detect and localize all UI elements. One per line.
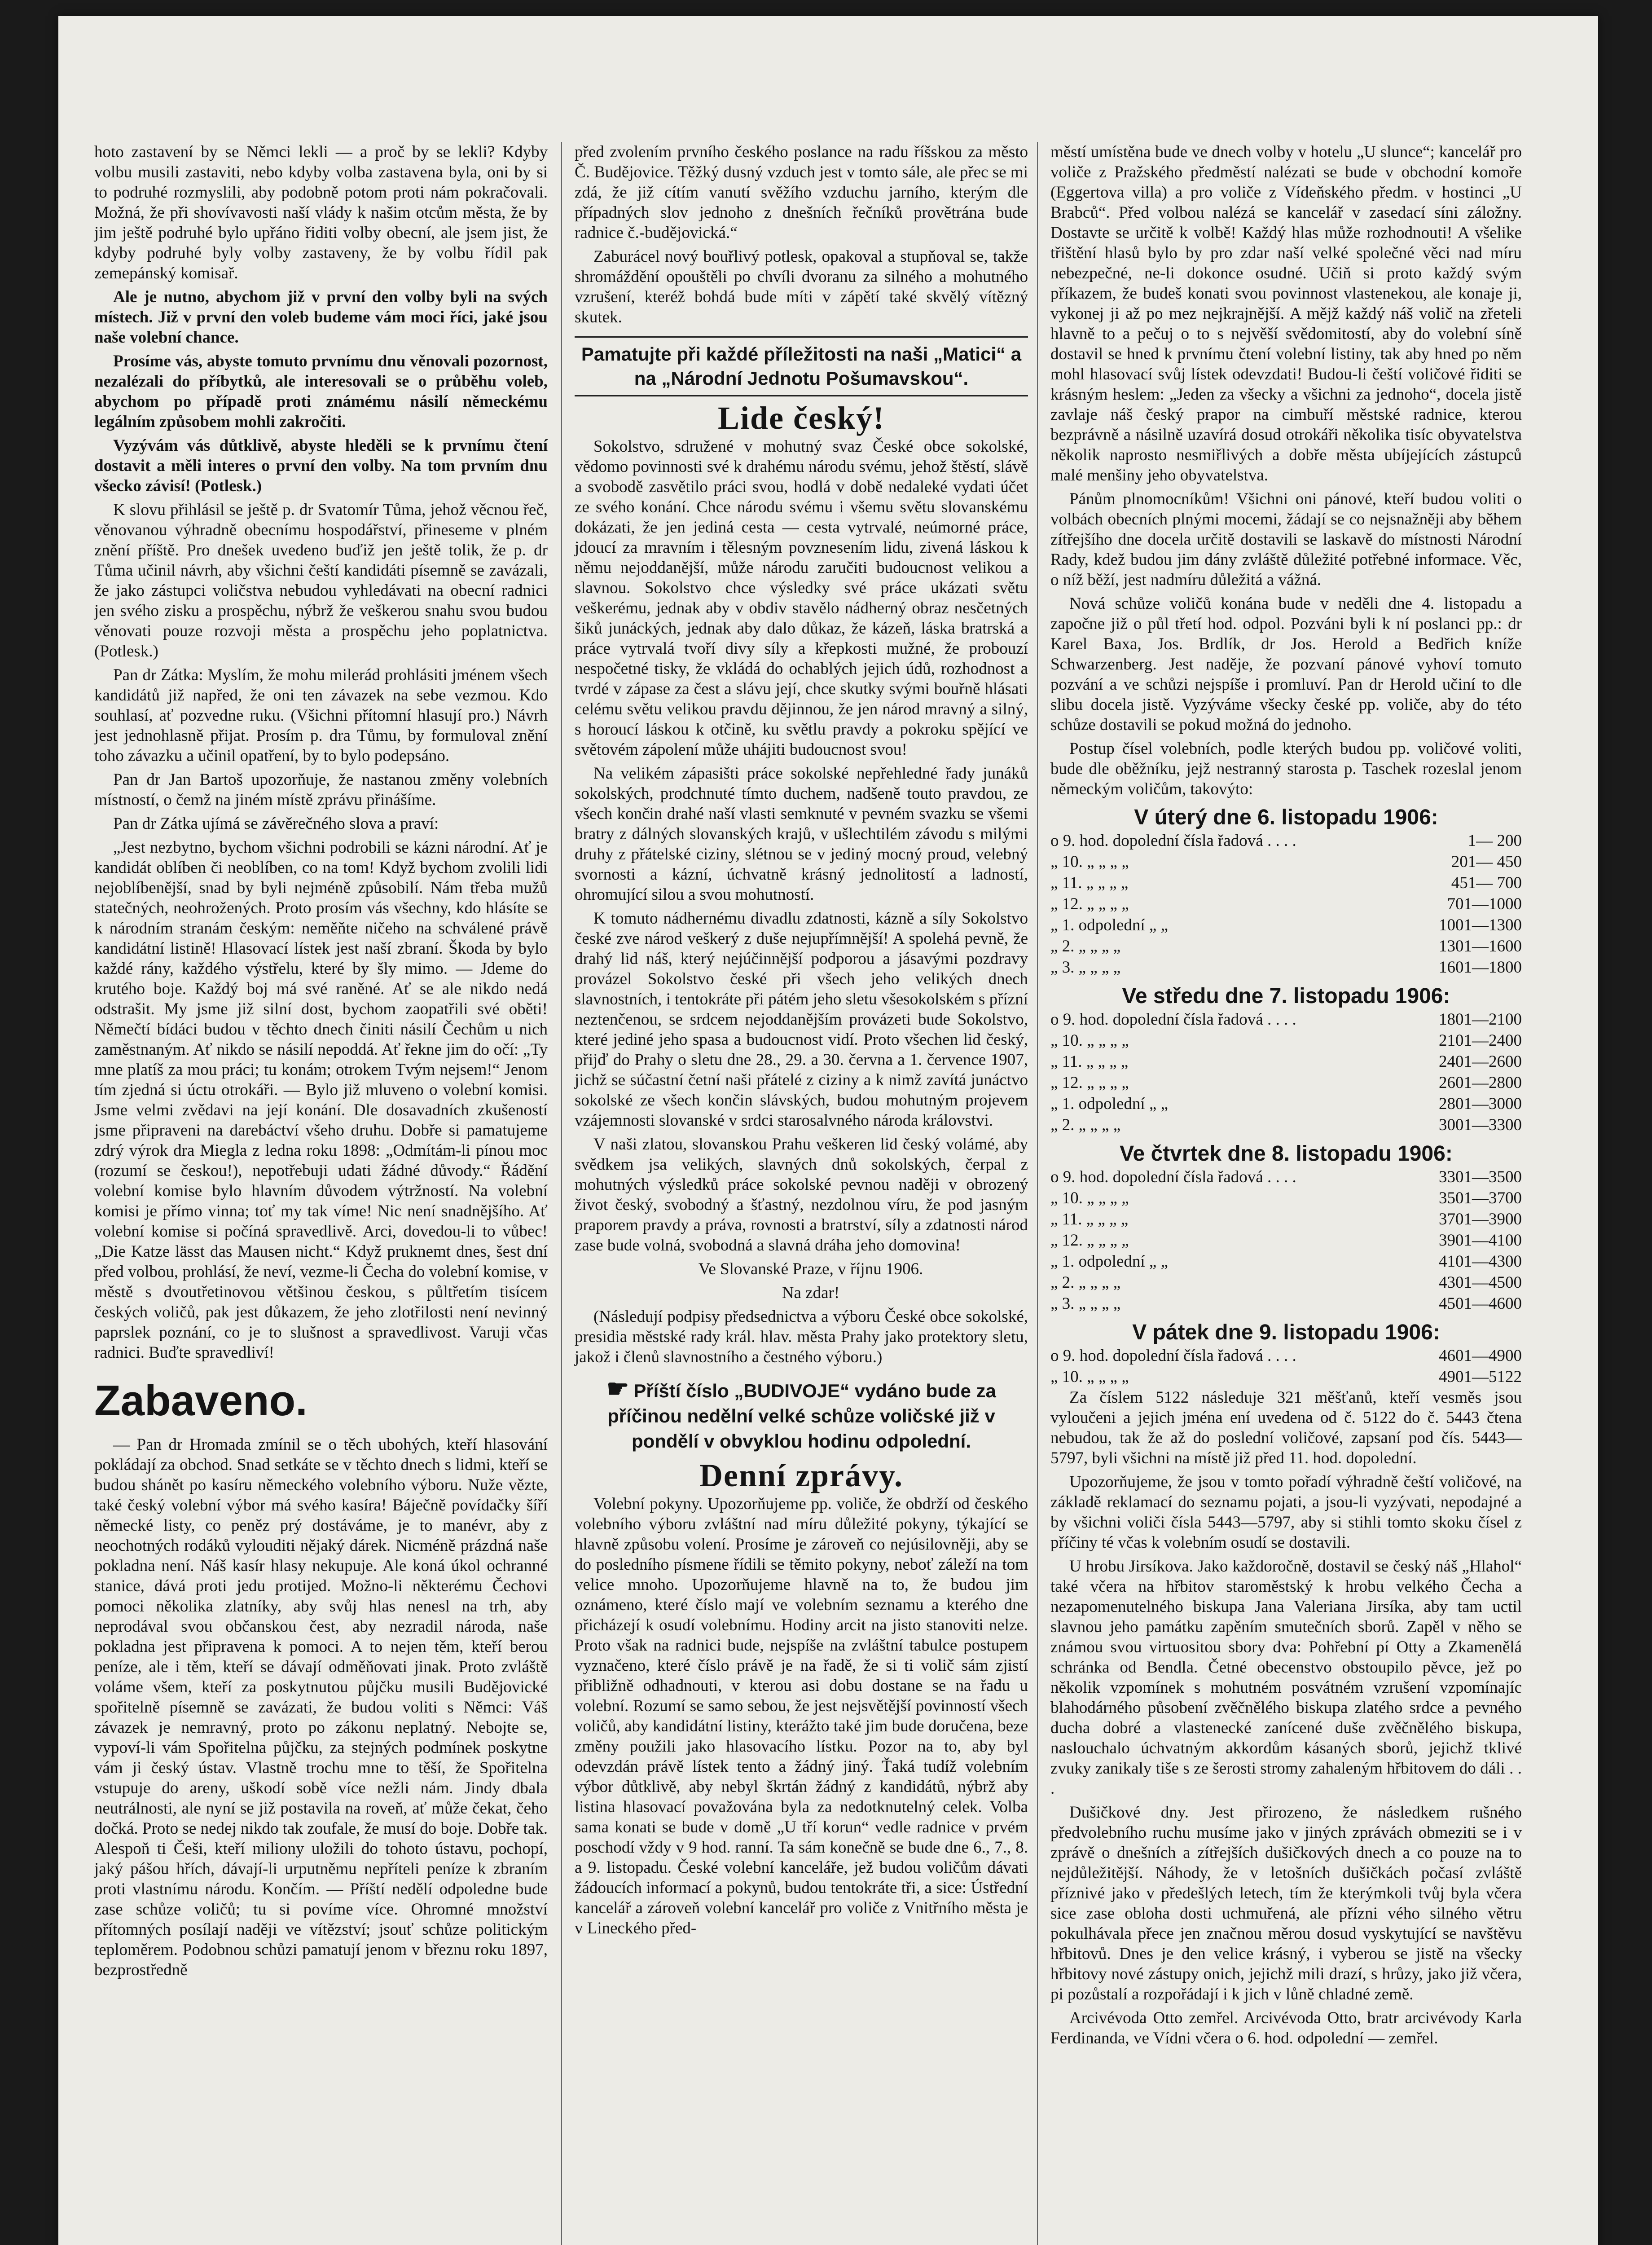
schedule-numbers: 1001—1300 (1439, 916, 1522, 934)
paragraph: Sokolstvo, sdružené v mohutný svaz České obce sokolské, vědomo povinnosti své k drahému národu svému, jehož štěstí, slávě a svobodě zasvětilo práci svou, hodlá v době nedaleké vydati účet ze svého konání. Chce národu svému i všemu světu slovanskému dokázati, že jen jediná cesta — cesta vytrvalé, neúmorné práce, jdoucí za mravním i tělesným povznesením lidu, zivená láskou k němu nejoddanější, může národu zaručiti budoucnost velikou a slavnou. Sokolstvo chce výsledky své práce ukázati světu veškerému, jednak aby v obdiv stavělo nádherný obraz nesčetných šiků junáckých, jednak aby dalo důkaz, že kázeň, láska bratrská a práce vytrvalá tvoří divy síly a křepkosti mužné, že probouzí nespočetné tisky, že vkládá do ochablých jejich údů, rozhodnost a tvrdé v zápase za čest a slávu její, chce skutky svými bouřně hlásati celému světu velikou pravdu dějinnou, že jen národ mravný a silný, s horoucí láskou k otčině, ku světlu pravdy a pokroku spějící ve světovém zápolení může uhájiti budoucnost svou! (575, 437, 1028, 759)
schedule-row (1050, 1009, 1522, 1030)
paragraph: K slovu přihlásil se ještě p. dr Svatomír Tůma, jehož věcnou řeč, věnovanou výhradně obecnímu hospodářství, přineseme v plném znění příště. Pro dnešek uvedeno buďiž jen ještě tolik, že p. dr Tůma učinil návrh, aby všichni čeští kandidáti písemně se zavázali, že jako zástupci voličstva nebudou vyhledávati na obecní radnici jen svého zisku a prospěchu, nýbrž že veškerou snahu svou budou věnovati pouze rozvoji města a prospěchu jeho poplatnictva. (Potlesk.) (94, 501, 548, 660)
schedule-row (1050, 1030, 1522, 1051)
schedule-time: „ 11. „ „ „ „ (1050, 1210, 1129, 1228)
schedule-numbers: 4601—4900 (1439, 1347, 1522, 1365)
paragraph: „Jest nezbytno, bychom všichni podrobili se kázni národní. Ať je kandidát oblíben či neoblíben, co na tom! Když bychom zvolili lidi nejoblíbenější, snad by byli nejméně způsobilí. Nám třeba mužů statečných, neohrožených. Proto prosím vás všechny, kdo hlásíte se k národním stranám českým: neměňte ničeho na schválené právě kandidátní listině! Hlasovací lístek jest naší zbraní. Škoda by bylo každé rány, každého výstřelu, které by šly mimo. — Jdeme do krutého boje. Každý boj má své raněné. Ať se ale nikdo nedá odstrašit. My jsme již silní dost, bychom zaopatřili své oběti! Němečtí bídáci budou v těchto dnech činiti násilí Čechům u nich zaměstnaným. Ať nikdo se násilí nepoddá. Ať řekne jim do očí: „Ty mne platíš za mou práci; tu konám; otrokem Tvým nejsem!“ Jenom tím zjedná si úctu otrokáři. — Bylo již mluveno o volební komisi. Jsme velmi zvědavi na její konání. Dle dosavadních zkušeností jsme připraveni na darebáctví všeho druhu. Dobře si pamatujeme zdrý výrok dra Miegla z ledna roku 1898: „Odmítám-li pínou moc (rozumí se českou!), nepotřebuji udati žádné důvody.“ Řádění volební komise bylo hlavním důvodem výtržností. Na volební komisi je přímo vinna; toť my tak víme! Nic není snadnějšího. Ať volební komise si počíná spravedlivě. Arci, dovedou-li to vůbec! „Die Katze lässt das Mausen nicht.“ Když pruknemt dnes, šest dní před volbou, prohlásí, že neví, vezme-li Čecha do volební komise, v městě s dvoutřetinovou většinou českou, s půltřetím tisícem českých voličů, pak jest důkazem, že jeho zlotřilosti není nevinný paprslek poznání, co je to slušnost a spravedlivost. Varuji včas radnici. Buďte spravedliví! (94, 838, 548, 1362)
schedule-numbers: 3301—3500 (1439, 1168, 1522, 1186)
section-heading-denni-zpravy: Denní zprávy. (699, 1457, 904, 1493)
schedule-numbers: 201— 450 (1451, 853, 1522, 871)
newspaper-page (58, 16, 1598, 2245)
schedule-time: „ 2. „ „ „ „ (1050, 1273, 1121, 1292)
schedule-time: „ 1. odpolední „ „ (1050, 916, 1168, 934)
paragraph: Volební pokyny. Upozorňujeme pp. voliče, že obdrží od českého volebního výboru zvláštní nad míru důležité pokyny, týkající se hlavně způsobu volení. Prosíme je zároveň co nejúsilovněji, aby se do posledního písmene řídili se těmito pokyny, neboť záleží na tom velice mnoho. Upozorňujeme hlavně na to, že budou jim oznámeno, které číslo mají ve volebním seznamu a kterého dne přicházejí k osudí volebnímu. Hodiny arcit na jisto stanoviti nelze. Proto však na radnici bude, nejspíše na zvláštní tabulce postupem vyznačeno, které číslo právě je na řadě, že si ti volič sám zjistí přibližně odhadnouti, v kterou asi dobu dostane se na řadu u volební. Rozumí se samo sebou, že jest nejsvětější povinností všech voličů, aby kandidátní listiny, kterážto také jim bude doručena, beze změny použili jako hlasovacího lístku. Pozor na to, aby byl odevzdán právě lístek tento a žádný jiný. Ťaká tudíž volebním výbor důtklivě, aby nebyl škrtán žádný z kandidátů, nýbrž aby listina hlasovací považována byla za nedotknutelný celek. Volba sama konati se bude v domě „U tří korun“ vedle radnice v prvém poschodí vždy v 9 hod. ranní. Ta sám konečně se bude dne 6., 7., 8. a 9. listopadu. České volební kanceláře, jež budou voličům dávati žádoucích informací a pokynů, budou tentokráte tři, a sice: Ústřední kancelář a zároveň volební kancelář pro voliče z Vnitřního města je v Lineckého před- (575, 1495, 1028, 1937)
paragraph: Zaburácel nový bouřlivý potlesk, opakoval a stupňoval se, takže shromáždění opouštěli po chvíli dvoranu za silného a mohutného vzrušení, kteréž bohdá bude míti v zápětí také skvělý vítězný skutek. (575, 247, 1028, 326)
schedule-row (1050, 915, 1522, 936)
schedule-numbers: 2601—2800 (1439, 1074, 1522, 1092)
paragraph: V naši zlatou, slovanskou Prahu veškeren lid český volámé, aby svědkem jsa velikých, slavných dnů sokolských, čerpal z mohutných výsledků práce sokolské pevnou naději v obrozený život český, svobodný a šťastný, nezdolnou víru, že pod jasným praporem pravdy a práva, rovnosti a bratrství, síly a zdatnosti národ zase bude volná, svobodná a slavná dráha jeho domovina! (575, 1135, 1028, 1255)
schedule-time: o 9. hod. dopolední čísla řadová . . . . (1050, 832, 1296, 850)
paragraph: Pan dr Zátka: Myslím, že mohu milerád prohlásiti jménem všech kandidátů již napřed, že oni ten závazek na sebe vezmou. Kdo souhlasí, ať pozvedne ruku. (Všichni přítomní hlasují pro.) Návrh jest jednohlasně přijat. Prosím p. dra Tůmu, by formuloval znění toho závazku a učinil opatření, by to bylo podepsáno. (94, 666, 548, 765)
schedule-numbers: 4501—4600 (1439, 1294, 1522, 1313)
schedule-time: „ 10. „ „ „ „ (1050, 853, 1129, 871)
paragraph: K tomuto nádhernému divadlu zdatnosti, kázně a síly Sokolstvo české zve národ veškerý z duše nejupřímnější! A spolehá pevně, že drahý lid náš, který nejúčinnější podporou a jásavými pozdravy provázel Sokolstvo české při všech jeho velikých dnech slavnostních, i tentokráte při pátém jeho sletu všesokolském s přízní neztenčenou, se srdcem nejoddanějším provázeti bude Sokolstvo, které jediné jeho spasa a budoucnost vidí. Proto všechen lid český, přijď do Prahy o sletu dne 28., 29. a 30. června a 1. července 1907, jichž se súčastní četní naši přátelé z ciziny a k nimž zavítá junáctvo sokolské ze všech končin slávských, budou mohutným projevem vzájemnosti slovanské v srdci starosalvného národa královstvi. (575, 909, 1028, 1130)
schedule-numbers: 2101—2400 (1439, 1031, 1522, 1050)
schedule-day-heading: Ve středu dne 7. listopadu 1906: (1122, 984, 1450, 1008)
paragraph: Upozorňujeme, že jsou v tomto pořadí výhradně čeští voličové, na základě reklamací do seznamu pojati, a jsou-li vyzývati, nepodajné a by všichni voliči čísla 5443—5797, aby si stihli tomto skoku čísel z příčiny té včas k volebním osudí se dostavili. (1050, 1473, 1522, 1552)
section-heading-zabaveno: Zabaveno. (94, 1377, 308, 1425)
paragraph: Nová schůze voličů konána bude v neděli dne 4. listopadu a započne již o půl třetí hod. odpol. Pozváni byli k ní poslanci pp.: dr Karel Baxa, Jos. Brdlík, dr Jos. Herold a Bedřich kníže Schwarzenberg. Jest naděje, že pozvaní pánové vyhoví tomuto pozvání a ve schůzi nejspíše i promluví. Pan dr Herold učiní to dle slibu docela jistě. Vyzýváme všecky české pp. voliče, aby do této schůze dostavili se pokud možná do jednoho. (1050, 594, 1522, 734)
schedule-row (1050, 1167, 1522, 1188)
schedule-numbers: 4101—4300 (1439, 1252, 1522, 1271)
paragraph: Dušičkové dny. Jest přirozeno, že následkem rušného předvolebního ruchu musíme jako v jiných zprávách obmeziti se i v zprávě o dnešních a zítřejších dušičkových dnech a co pouze na to nejdůležitější. Náhody, že v letošních dušičkách počasí zvláště příznivé jako v předešlých letech, tím že kterýmkoli tvůj byla včera sice zase obloha dosti uchmuřená, ale přízni vého silného větru pokulhávala přece jen značnou měrou dosud vyskytující se navštěvu hřbitovů. Dnes je den velice krásný, i vyberou se jistě na všecky hřbitovy nové zástupy onich, jejichž mili drazí, s hrůzy, jako již včera, pi pozůstalí a rozpořádají i k jich v lůně chladné země. (1050, 1803, 1522, 2003)
schedule-numbers: 1801—2100 (1439, 1010, 1522, 1029)
schedule-numbers: 3701—3900 (1439, 1210, 1522, 1228)
paragraph: — Pan dr Hromada zmínil se o těch ubohých, kteří hlasování pokládají za obchod. Snad setkáte se v těchto dnech s lidmi, kteří se budou shánět po kasíru německého volebního výboru. Nuže vězte, také český volební výbor má svého kasíra! Báječně povídačky šíří německé listy, co peněz prý dostáváme, je to manévr, aby z neochotných rodáků vylouditi nějaký dárek. Nicméně prázdná naše pokladna není. Náš kasír hlasy nekupuje. Ale koná úkol ochranné stanice, dává proti jedu protijed. Možno-li některému Čechovi pomoci několika zlatníky, aby svůj hlas nenesl na trh, aby neprodával svou občanskou čest, aby nezradil národa, naše pokladna jest připravena k pomoci. A to nejen těm, kteří berou peníze, ale i těm, kteří se dávají odměňovati jinak. Proto zvláště voláme všem, kteří za poskytnutou půjčku musili Budějovické spořitelně písemně se zavázati, že budou voliti s Němci: Váš závazek je nemravný, proto po zákonu neplatný. Nebojte se, vypoví-li vám Spořitelna půjčku, za stejných podmínek poskytne vám ji český ústav. Vlastně trochu mne to těší, že Spořitelna vstupuje do areny, uškodí sobě více nežli nám. Jindy dbala neutrálnosti, ale nyní se již postavila na roveň, ať může čekat, čeho dočká. Proto se nedej nikdo tak zoufale, že musí do boje. Dobře tak. Alespoň ti Češi, kteří miliony uložili do tohoto ústavu, pochopí, jaký pášou hřích, dávají-li urputněmu nepříteli peníze k zbraním proti vlastnímu národu. Končím. — Příští nedělí odpoledne bude zase schůze voličů; tu si povíme více. Ohromné množství přítomných posílají naději ve vítězství; jsouť schůze politickým teploměrem. Podobnou schůzi pamatují jenom v březnu roku 1897, bezprostředně (94, 1435, 548, 1979)
section-heading-lide-cesky: Lide český! (718, 400, 885, 436)
paragraph: Pan dr Jan Bartoš upozorňuje, že nastanou změny volebních místností, o čemž na jiném místě zprávu přinášíme. (94, 770, 548, 809)
schedule-numbers: 451— 700 (1451, 874, 1522, 892)
schedule-time: „ 2. „ „ „ „ (1050, 1116, 1121, 1134)
paragraph: Pánům plnomocníkům! Všichni oni pánové, kteří budou voliti o volbách obecních plnými mocemi, žádají se co nejsnažněji aby během zítřejšího dne docela určitě dostavili se laskavě do místnosti Národní Rady, kdež budou jim dány zvláště důležité potřebné informace. Věc, o níž běží, jest nadmíru důležitá a vážná. (1050, 490, 1522, 589)
paragraph: Prosíme vás, abyste tomuto prvnímu dnu věnovali pozornost, nezalézali do příbytků, ale interesovali se o průběhu voleb, abychom po případě proti známému násilí německému legálním způsobem mohli zakročiti. (94, 352, 548, 431)
schedule-numbers: 3001—3300 (1439, 1116, 1522, 1134)
column-divider (561, 142, 562, 2245)
schedule-day-heading: V úterý dne 6. listopadu 1906: (1134, 806, 1438, 829)
schedule-row (1050, 1051, 1522, 1072)
voting-schedule (1050, 807, 1522, 1387)
pointing-hand-icon: ☛ (606, 1374, 629, 1403)
paragraph: Arcivévoda Otto zemřel. Arcivévoda Otto, bratr arcivévody Karla Ferdinanda, ve Vídni včera o 6. hod. odpolední — zemřel. (1050, 2009, 1522, 2047)
budivoj-notice (575, 1376, 1028, 1454)
schedule-row (1050, 1251, 1522, 1272)
paragraph: Za číslem 5122 následuje 321 měšťanů, kteří vesměs jsou vyloučeni a jejich jména ení uvedena od č. 5122 do č. 5443 čtena nebudou, tak že až do poslední voličové, zapsaní pod čís. 5443—5797, byli všichni na místě již před 11. hod. dopolední. (1050, 1388, 1522, 1467)
schedule-numbers: 1— 200 (1467, 832, 1522, 850)
paragraph: Postup čísel volebních, podle kterých budou pp. voličové voliti, bude dle oběžníku, jejž nestranný starosta p. Taschek rozeslal jenom německým voličům, takovýto: (1050, 740, 1522, 798)
schedule-time: „ 10. „ „ „ „ (1050, 1368, 1129, 1386)
column-2 (575, 142, 1028, 1942)
paragraph: (Následují podpisy předsednictva a výboru České obce sokolské, presidia městské rady král. hlav. města Prahy jako protektory sletu, jakož i členů slavnostního a čestného výboru.) (575, 1307, 1028, 1366)
schedule-row (1050, 1209, 1522, 1230)
schedule-time: „ 2. „ „ „ „ (1050, 937, 1121, 955)
schedule-numbers: 4301—4500 (1439, 1273, 1522, 1292)
schedule-time: „ 3. „ „ „ „ (1050, 958, 1121, 977)
schedule-table (1050, 1345, 1522, 1387)
schedule-time: „ 11. „ „ „ „ (1050, 874, 1129, 892)
schedule-row (1050, 936, 1522, 957)
schedule-time: o 9. hod. dopolední čísla řadová . . . . (1050, 1347, 1296, 1365)
column-divider (1037, 142, 1038, 2245)
column-1 (94, 142, 548, 1984)
schedule-numbers: 1601—1800 (1439, 958, 1522, 977)
schedule-time: „ 11. „ „ „ „ (1050, 1052, 1129, 1071)
schedule-time: o 9. hod. dopolední čísla řadová . . . . (1050, 1168, 1296, 1186)
schedule-time: „ 1. odpolední „ „ (1050, 1095, 1168, 1113)
paragraph: hoto zastavení by se Němci lekli — a proč by se lekli? Kdyby volbu musili zastaviti, nebo kdyby volba zastavena byla, oni by si to podruhé rozmyslili, aby podobně potom proti nám pokračovali. Možná, že při shovívavosti naší vlády k našim otcům města, že by jim ještě podruhé bylo upřáno řiditi volby obecní, ale jsem jist, že kdyby podruhé byly volby zastaveny, že by volbu řídil pak zemepánský komisař. (94, 143, 548, 282)
notice-text: Příští číslo „BUDIVOJE“ vydáno bude za příčinou nedělní velké schůze voličské již v pondělí v obvyklou hodinu odpolední. (607, 1380, 996, 1452)
schedule-row (1050, 851, 1522, 872)
schedule-numbers: 3501—3700 (1439, 1189, 1522, 1207)
schedule-row (1050, 830, 1522, 851)
schedule-numbers: 1301—1600 (1439, 937, 1522, 955)
schedule-row (1050, 1188, 1522, 1209)
paragraph: Pan dr Zátka ujímá se závěrečného slova a praví: (113, 814, 439, 833)
paragraph: Na zdar! (782, 1284, 840, 1302)
schedule-row (1050, 1114, 1522, 1136)
schedule-table (1050, 1167, 1522, 1314)
schedule-row (1050, 957, 1522, 978)
paragraph: městí umístěna bude ve dnech volby v hotelu „U slunce“; kancelář pro voliče z Pražského předměstí nalézati se bude v obchodní komoře (Eggertova villa) a pro voliče z Vídeňského předm. v hostinci „U Brabců“. Před volbou nalézá se kancelář v zasedací síni záložny. Dostavte se určitě k volbě! Každý hlas může rozhodnouti! A všelike třištění hlasů bylo by pro zdar naší velké společné věci nad míru nebezpečné, ne-li dokonce osudné. Učiň si proto každý svým příkazem, že budeš konati svou povinnost vlastenekou, ale konaje ji, vykonej ji až po mez nejkrajnější. A mějž každý náš volič na zřeteli hlavně to a pečuj o to s nejvěší svědomitostí, aby do volební síně dostavil se hned k prvnímu čtení volební listiny, tak aby hned po něm mohl hlasovací svůj lístek odevzdati! Budou-li čeští voličové řiditi se krásným heslem: „Jeden za všecky a všichni za jednoho“, docela jistě zavlaje náš český prapor na cimbuří městské radnice, kterou bezprávně a násilně uzavírá dosud otrokáři několika tisíc obyvatelstva několik naprosto nesmiřlivých a dobře města ubíjejících zástupců malé menšiny jeho obyvatelstva. (1050, 143, 1522, 484)
schedule-numbers: 701—1000 (1447, 895, 1522, 913)
schedule-numbers: 2801—3000 (1439, 1095, 1522, 1113)
matice-notice-box: Pamatujte při každé příležitosti na naši „Matici“ a na „Národní Jednotu Pošumavskou“. (575, 336, 1028, 396)
paragraph: Ale je nutno, abychom již v první den volby byli na svých místech. Již v první den voleb budeme vám moci říci, jaké jsou naše volební chance. (94, 288, 548, 347)
paragraph: před zvolením prvního českého poslance na radu říšskou za město Č. Budějovice. Těžký dusný vzduch jest v tomto sále, ale přec se mi zdá, že již cítím vanutí svěžího vzduchu jarního, kterým dle případných slov jednoho z dnešních řečníků provětrána bude radnice č.-budějovická.“ (575, 143, 1028, 242)
schedule-row (1050, 1345, 1522, 1366)
schedule-row (1050, 894, 1522, 915)
schedule-time: „ 1. odpolední „ „ (1050, 1252, 1168, 1271)
schedule-row (1050, 1093, 1522, 1114)
schedule-row (1050, 872, 1522, 894)
schedule-numbers: 2401—2600 (1439, 1052, 1522, 1071)
schedule-numbers: 3901—4100 (1439, 1231, 1522, 1250)
schedule-day-heading: Ve čtvrtek dne 8. listopadu 1906: (1120, 1142, 1453, 1166)
schedule-time: „ 10. „ „ „ „ (1050, 1189, 1129, 1207)
schedule-table (1050, 1009, 1522, 1136)
paragraph: Ve Slovanské Praze, v říjnu 1906. (698, 1260, 923, 1278)
schedule-time: „ 12. „ „ „ „ (1050, 1231, 1129, 1250)
paragraph: Na velikém zápasišti práce sokolské nepřehledné řady junáků sokolských, prodchnuté tímto duchem, nadšeně touto pravdou, ze všech končin drahé naší vlasti semknuté v pevném svazku se všemi bratry z dálných slovanských krajů, v ušlechtilém závodu s milými druhy z přátelské ciziny, slétnou se v jediný mocný proud, velebný svornosti a kázní, úchvatně krásný jednolitostí a ladností, ohromující silou a svou mohutností. (575, 764, 1028, 904)
schedule-row (1050, 1293, 1522, 1314)
schedule-time: „ 3. „ „ „ „ (1050, 1294, 1121, 1313)
schedule-row (1050, 1072, 1522, 1093)
schedule-time: o 9. hod. dopolední čísla řadová . . . . (1050, 1010, 1296, 1029)
paragraph: Vyzývám vás důtklivě, abyste hleděli se k prvnímu čtení dostavit a měli interes o první den volby. Na tom prvním dnu všecko závisí! (Potlesk.) (94, 436, 548, 495)
schedule-time: „ 10. „ „ „ „ (1050, 1031, 1129, 1050)
schedule-day-heading: V pátek dne 9. listopadu 1906: (1132, 1321, 1440, 1344)
paragraph: U hrobu Jirsíkova. Jako každoročně, dostavil se český náš „Hlahol“ také včera na hřbitov staroměstský k hrobu velkého Čecha a nezapomenutelného biskupa Jana Valeriana Jirsíka, aby tam uctil slavnou jeho památku zapěním smutečních sborů. Zapěl v něho se známou svou virtuositou sbory dva: Pohřební pí Otty a Zkamenělá schránka od Bendla. Četné obecenstvo obstoupilo pěvce, jež po několik vzpomínek s mohutném posvátném vzrušení vzpomínajíc blahodárného působení zvěčnělého biskupa zlatého srdce a pevného ducha dobré a vlastenecké zanícené duše zvěčnělého biskupa, naslouchalo úchvatným akkordům kásaných sborů, jejichž tklivé zvuky zanikaly tiše s ze šerosti stromy zahaleným hřbitovem do dáli . . . (1050, 1557, 1522, 1798)
schedule-row (1050, 1366, 1522, 1387)
schedule-table (1050, 830, 1522, 978)
schedule-row (1050, 1230, 1522, 1251)
schedule-row (1050, 1272, 1522, 1293)
schedule-time: „ 12. „ „ „ „ (1050, 1074, 1129, 1092)
schedule-time: „ 12. „ „ „ „ (1050, 895, 1129, 913)
column-3 (1050, 142, 1522, 2052)
schedule-numbers: 4901—5122 (1439, 1368, 1522, 1386)
